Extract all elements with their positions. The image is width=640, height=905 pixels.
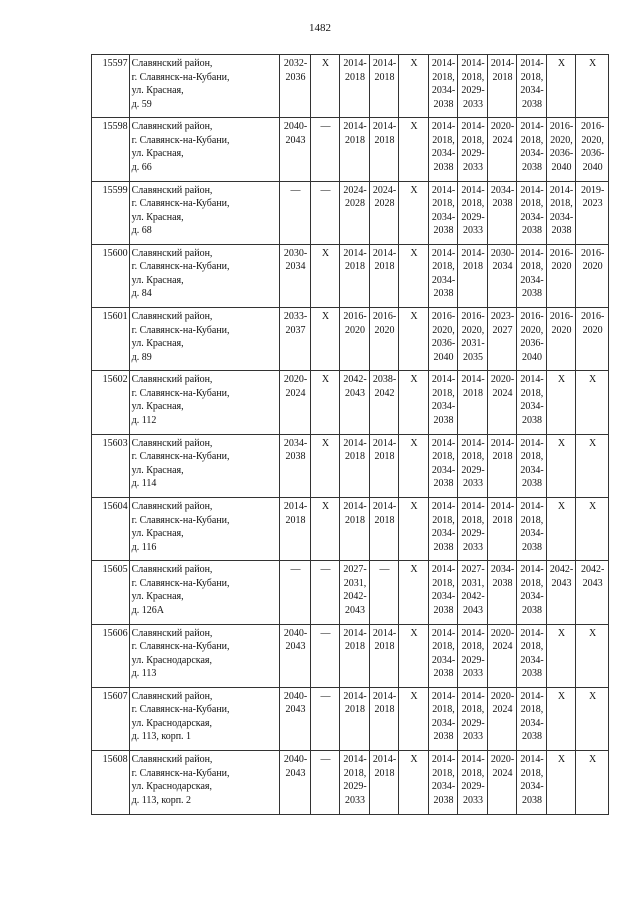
schedule-cell: X: [576, 751, 609, 814]
address-line: д. 126А: [131, 604, 164, 616]
address-cell: [129, 244, 280, 307]
schedule-cell: 2016- 2020: [546, 308, 576, 371]
schedule-cell: 2014- 2018, 2034- 2038: [517, 181, 547, 244]
address-line: д. 89: [131, 351, 152, 363]
schedule-cell: 2014- 2018, 2034- 2038: [517, 55, 547, 118]
table-row: [92, 561, 609, 624]
record-number: 15601: [92, 308, 130, 371]
schedule-cell: 2014- 2018, 2034- 2038: [428, 118, 458, 181]
schedule-cell: 2014- 2018, 2034- 2038: [517, 561, 547, 624]
record-number: 15598: [92, 118, 130, 181]
schedule-cell: X: [399, 498, 429, 561]
schedule-cell: 2014- 2018: [369, 434, 399, 497]
schedule-cell: 2024- 2028: [369, 181, 399, 244]
schedule-cell: 2020- 2024: [280, 371, 311, 434]
address-line: ул. Краснодарская,: [131, 717, 213, 729]
schedule-cell: 2016- 2020: [546, 244, 576, 307]
schedule-cell: 2014- 2018, 2029- 2033: [458, 498, 488, 561]
address-line: г. Славянск-на-Кубани,: [131, 767, 230, 779]
schedule-cell: 2014- 2018: [369, 687, 399, 750]
schedule-cell: X: [399, 624, 429, 687]
address-line: ул. Красная,: [131, 274, 184, 286]
schedule-cell: 2042- 2043: [576, 561, 609, 624]
address-line: г. Славянск-на-Кубани,: [131, 387, 230, 399]
schedule-cell: X: [399, 561, 429, 624]
schedule-cell: 2014- 2018, 2034- 2038: [517, 687, 547, 750]
address-cell: [129, 434, 280, 497]
address-cell: [129, 498, 280, 561]
schedule-cell: 2016- 2020: [369, 308, 399, 371]
address-line: г. Славянск-на-Кубани,: [131, 704, 230, 716]
address-line: д. 59: [131, 98, 152, 110]
schedule-cell: 2014- 2018, 2034- 2038: [428, 434, 458, 497]
schedule-cell: —: [310, 751, 340, 814]
table-row: [92, 624, 609, 687]
schedule-cell: 2016- 2020, 2031- 2035: [458, 308, 488, 371]
schedule-cell: 2014- 2018, 2034- 2038: [517, 371, 547, 434]
address-line: ул. Красная,: [131, 148, 184, 160]
table-row: [92, 308, 609, 371]
schedule-cell: —: [310, 181, 340, 244]
address-line: г. Славянск-на-Кубани,: [131, 451, 230, 463]
schedule-cell: 2014- 2018: [487, 498, 517, 561]
schedule-cell: X: [310, 498, 340, 561]
schedule-cell: X: [546, 498, 576, 561]
address-cell: [129, 118, 280, 181]
schedule-cell: 2016- 2020: [576, 308, 609, 371]
schedule-cell: 2034- 2038: [487, 181, 517, 244]
schedule-cell: 2014- 2018: [487, 434, 517, 497]
schedule-cell: 2014- 2018, 2034- 2038: [428, 561, 458, 624]
schedule-cell: 2027- 2031, 2042- 2043: [340, 561, 370, 624]
schedule-cell: 2014- 2018: [340, 687, 370, 750]
schedule-cell: 2040- 2043: [280, 687, 311, 750]
schedule-cell: 2014- 2018, 2034- 2038: [517, 751, 547, 814]
address-line: д. 66: [131, 161, 152, 173]
schedule-cell: 2014- 2018, 2034- 2038: [517, 434, 547, 497]
schedule-cell: 2014- 2018: [369, 624, 399, 687]
schedule-cell: X: [546, 751, 576, 814]
schedule-cell: 2014- 2018: [369, 55, 399, 118]
schedule-cell: 2020- 2024: [487, 624, 517, 687]
address-line: Славянский район,: [131, 374, 213, 386]
schedule-cell: X: [399, 181, 429, 244]
address-line: г. Славянск-на-Кубани,: [131, 198, 230, 210]
address-line: Славянский район,: [131, 184, 213, 196]
schedule-cell: 2023- 2027: [487, 308, 517, 371]
address-line: Славянский район,: [131, 690, 213, 702]
record-number: 15597: [92, 55, 130, 118]
schedule-cell: X: [576, 498, 609, 561]
address-line: г. Славянск-на-Кубани,: [131, 134, 230, 146]
schedule-cell: 2014- 2018, 2034- 2038: [517, 498, 547, 561]
record-number: 15603: [92, 434, 130, 497]
schedule-cell: —: [369, 561, 399, 624]
schedule-cell: 2016- 2020: [576, 244, 609, 307]
address-line: г. Славянск-на-Кубани,: [131, 324, 230, 336]
schedule-cell: —: [310, 687, 340, 750]
address-line: г. Славянск-на-Кубани,: [131, 261, 230, 273]
schedule-cell: 2014- 2018, 2034- 2038: [428, 244, 458, 307]
table-row: [92, 434, 609, 497]
schedule-cell: 2014- 2018: [340, 624, 370, 687]
schedule-cell: 2014- 2018, 2034- 2038: [517, 244, 547, 307]
schedule-cell: X: [399, 55, 429, 118]
schedule-cell: 2014- 2018, 2034- 2038: [428, 498, 458, 561]
address-cell: [129, 55, 280, 118]
schedule-cell: 2014- 2018, 2034- 2038: [428, 751, 458, 814]
address-line: д. 113, корп. 2: [131, 794, 192, 806]
schedule-cell: X: [310, 434, 340, 497]
address-line: г. Славянск-на-Кубани,: [131, 514, 230, 526]
schedule-cell: X: [546, 55, 576, 118]
schedule-cell: X: [310, 244, 340, 307]
schedule-cell: 2014- 2018: [340, 55, 370, 118]
address-cell: [129, 308, 280, 371]
address-line: ул. Краснодарская,: [131, 781, 213, 793]
address-line: Славянский район,: [131, 121, 213, 133]
schedule-cell: 2014- 2018, 2029- 2033: [340, 751, 370, 814]
schedule-cell: 2014- 2018, 2029- 2033: [458, 624, 488, 687]
page-number: 1482: [309, 22, 331, 34]
record-number: 15599: [92, 181, 130, 244]
schedule-cell: X: [576, 434, 609, 497]
schedule-cell: 2040- 2043: [280, 118, 311, 181]
address-line: ул. Краснодарская,: [131, 654, 213, 666]
table-row: [92, 498, 609, 561]
address-line: ул. Красная,: [131, 464, 184, 476]
address-line: г. Славянск-на-Кубани,: [131, 641, 230, 653]
schedule-cell: X: [576, 55, 609, 118]
schedule-cell: 2014- 2018: [340, 434, 370, 497]
schedule-cell: X: [310, 55, 340, 118]
schedule-cell: —: [280, 181, 311, 244]
address-line: д. 113, корп. 1: [131, 731, 192, 743]
address-cell: [129, 371, 280, 434]
schedule-cell: X: [399, 434, 429, 497]
schedule-cell: 2020- 2024: [487, 687, 517, 750]
record-number: 15607: [92, 687, 130, 750]
address-line: д. 84: [131, 288, 152, 300]
schedule-cell: 2020- 2024: [487, 751, 517, 814]
schedule-cell: X: [399, 118, 429, 181]
schedule-cell: 2042- 2043: [340, 371, 370, 434]
address-line: Славянский район,: [131, 501, 213, 513]
address-line: ул. Красная,: [131, 85, 184, 96]
schedule-cell: 2014- 2018, 2029- 2033: [458, 118, 488, 181]
table-row: [92, 244, 609, 307]
schedule-cell: 2038- 2042: [369, 371, 399, 434]
schedule-cell: 2014- 2018, 2029- 2033: [458, 434, 488, 497]
schedule-cell: 2034- 2038: [487, 561, 517, 624]
schedule-cell: 2014- 2018: [340, 498, 370, 561]
schedule-cell: 2014- 2018: [280, 498, 311, 561]
schedule-cell: X: [576, 371, 609, 434]
address-cell: [129, 687, 280, 750]
record-number: 15605: [92, 561, 130, 624]
schedule-cell: X: [399, 687, 429, 750]
schedule-cell: 2014- 2018, 2034- 2038: [428, 687, 458, 750]
address-cell: [129, 751, 280, 814]
address-line: д. 112: [131, 414, 157, 426]
schedule-cell: 2016- 2020: [340, 308, 370, 371]
schedule-cell: X: [546, 434, 576, 497]
schedule-cell: —: [310, 561, 340, 624]
schedule-cell: 2014- 2018, 2034- 2038: [517, 118, 547, 181]
address-line: д. 113: [131, 668, 157, 680]
schedule-cell: 2014- 2018, 2029- 2033: [458, 55, 488, 118]
address-line: Славянский район,: [131, 564, 213, 576]
address-line: Славянский район,: [131, 58, 213, 69]
schedule-cell: 2016- 2020, 2036- 2040: [546, 118, 576, 181]
table-row: [92, 55, 609, 118]
schedule-cell: 2014- 2018, 2034- 2038: [428, 371, 458, 434]
schedule-cell: 2024- 2028: [340, 181, 370, 244]
registry-table: [91, 54, 609, 815]
schedule-cell: 2032- 2036: [280, 55, 311, 118]
schedule-cell: 2019- 2023: [576, 181, 609, 244]
schedule-cell: 2014- 2018, 2034- 2038: [546, 181, 576, 244]
schedule-cell: 2020- 2024: [487, 371, 517, 434]
schedule-cell: —: [280, 561, 311, 624]
schedule-cell: X: [310, 371, 340, 434]
schedule-cell: 2014- 2018: [340, 244, 370, 307]
schedule-cell: X: [546, 687, 576, 750]
schedule-cell: 2016- 2020, 2036- 2040: [576, 118, 609, 181]
schedule-cell: X: [576, 687, 609, 750]
schedule-cell: 2014- 2018: [487, 55, 517, 118]
table-row: [92, 371, 609, 434]
schedule-cell: 2014- 2018, 2034- 2038: [428, 181, 458, 244]
record-number: 15600: [92, 244, 130, 307]
schedule-cell: 2014- 2018, 2034- 2038: [428, 624, 458, 687]
record-number: 15604: [92, 498, 130, 561]
schedule-cell: 2016- 2020, 2036- 2040: [517, 308, 547, 371]
schedule-cell: 2034- 2038: [280, 434, 311, 497]
address-line: д. 116: [131, 541, 157, 553]
table-row: [92, 118, 609, 181]
address-line: ул. Красная,: [131, 591, 184, 603]
table-body: [92, 55, 609, 815]
address-line: ул. Красная,: [131, 211, 184, 223]
address-line: г. Славянск-на-Кубани,: [131, 71, 230, 83]
address-line: ул. Красная,: [131, 401, 184, 413]
schedule-cell: 2030- 2034: [487, 244, 517, 307]
address-line: Славянский район,: [131, 627, 213, 639]
table-row: [92, 687, 609, 750]
schedule-cell: X: [399, 371, 429, 434]
address-cell: [129, 624, 280, 687]
schedule-cell: 2014- 2018, 2029- 2033: [458, 687, 488, 750]
schedule-cell: 2014- 2018: [369, 118, 399, 181]
schedule-cell: 2020- 2024: [487, 118, 517, 181]
schedule-cell: —: [310, 624, 340, 687]
schedule-cell: X: [576, 624, 609, 687]
address-line: Славянский район,: [131, 437, 213, 449]
record-number: 15602: [92, 371, 130, 434]
schedule-cell: —: [310, 118, 340, 181]
schedule-cell: 2030- 2034: [280, 244, 311, 307]
schedule-cell: 2014- 2018, 2034- 2038: [428, 55, 458, 118]
schedule-cell: X: [399, 751, 429, 814]
table-row: [92, 181, 609, 244]
address-line: г. Славянск-на-Кубани,: [131, 577, 230, 589]
address-line: Славянский район,: [131, 754, 213, 766]
address-line: д. 68: [131, 225, 152, 237]
address-line: Славянский район,: [131, 311, 213, 323]
address-cell: [129, 561, 280, 624]
schedule-cell: 2040- 2043: [280, 751, 311, 814]
address-line: ул. Красная,: [131, 528, 184, 540]
schedule-cell: 2016- 2020, 2036- 2040: [428, 308, 458, 371]
schedule-cell: 2014- 2018: [369, 244, 399, 307]
record-number: 15606: [92, 624, 130, 687]
address-line: Славянский район,: [131, 247, 213, 259]
schedule-cell: 2014- 2018, 2034- 2038: [517, 624, 547, 687]
schedule-cell: 2014- 2018: [458, 244, 488, 307]
table-row: [92, 751, 609, 814]
schedule-cell: 2014- 2018: [340, 118, 370, 181]
schedule-cell: 2042- 2043: [546, 561, 576, 624]
schedule-cell: 2027- 2031, 2042- 2043: [458, 561, 488, 624]
schedule-cell: 2033- 2037: [280, 308, 311, 371]
address-line: д. 114: [131, 478, 157, 490]
record-number: 15608: [92, 751, 130, 814]
schedule-cell: X: [399, 244, 429, 307]
schedule-cell: X: [310, 308, 340, 371]
schedule-cell: 2014- 2018, 2029- 2033: [458, 751, 488, 814]
address-line: ул. Красная,: [131, 338, 184, 350]
schedule-cell: 2014- 2018: [369, 751, 399, 814]
schedule-cell: X: [546, 371, 576, 434]
schedule-cell: 2014- 2018: [369, 498, 399, 561]
schedule-cell: 2014- 2018, 2029- 2033: [458, 181, 488, 244]
schedule-cell: X: [546, 624, 576, 687]
schedule-cell: X: [399, 308, 429, 371]
address-cell: [129, 181, 280, 244]
schedule-cell: 2014- 2018: [458, 371, 488, 434]
schedule-cell: 2040- 2043: [280, 624, 311, 687]
